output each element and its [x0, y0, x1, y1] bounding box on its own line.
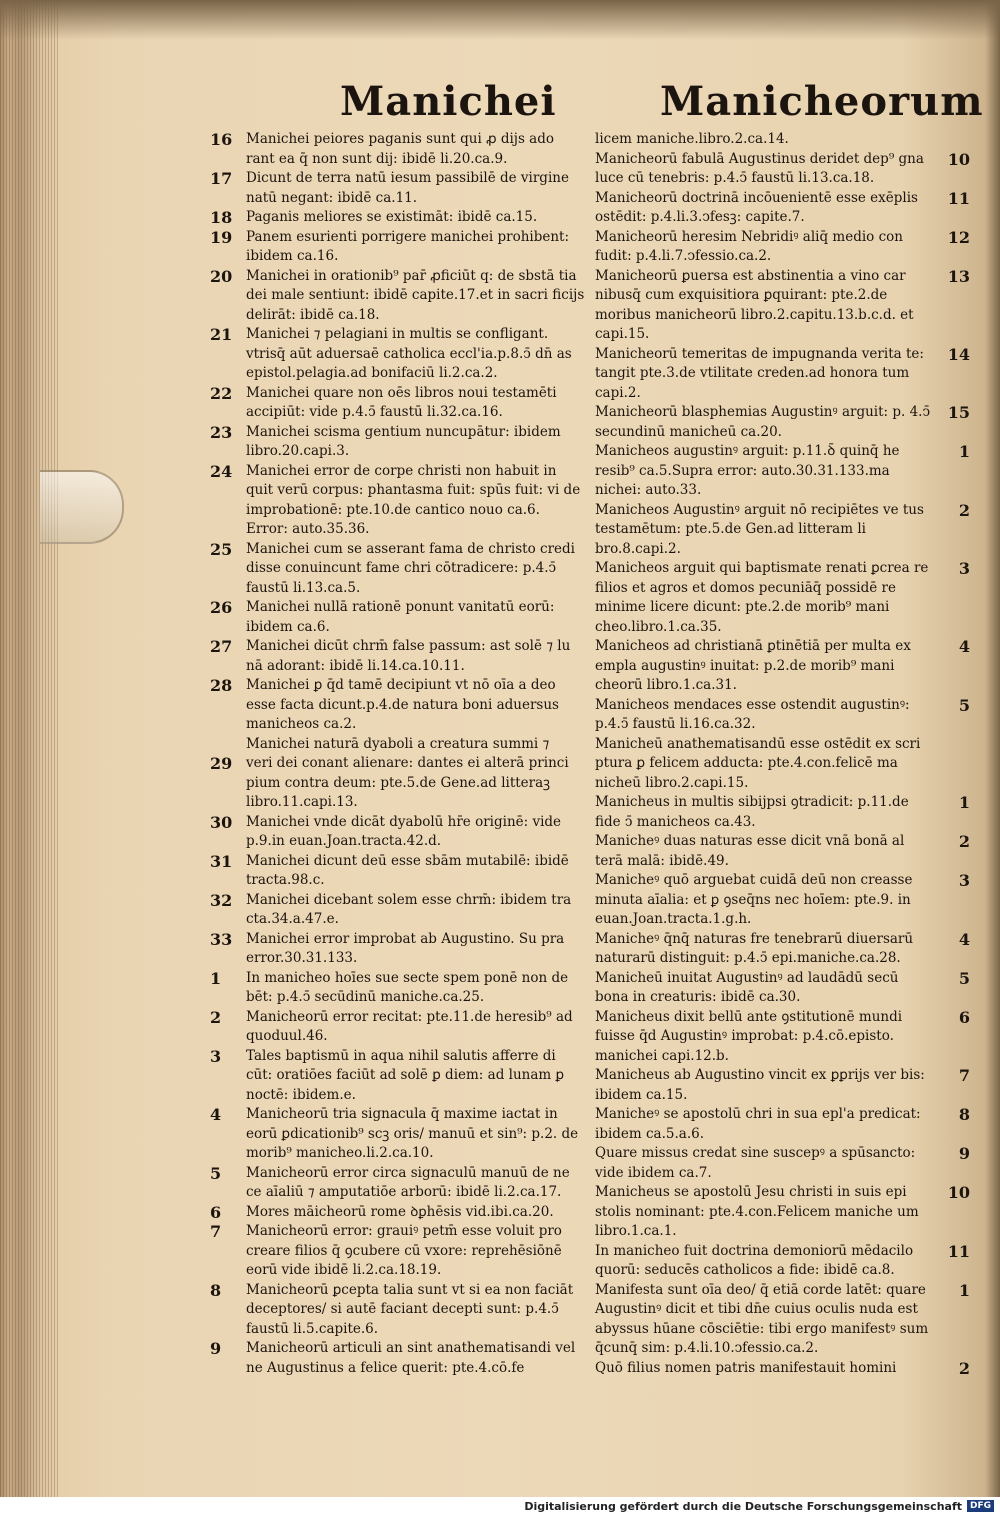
- entry-number: 1: [958, 1280, 970, 1300]
- entry-number: 31: [210, 851, 233, 871]
- entry-number: 28: [210, 676, 233, 695]
- entry-text: Manicheus in multis sibijpsi ꝯtradicit: p.11.de fide ↄ̄ manicheos ca.43.: [595, 794, 909, 830]
- entry-number: 30: [210, 812, 233, 832]
- index-entry: [595, 130, 970, 150]
- index-entry: [210, 852, 585, 891]
- index-entry: [210, 208, 585, 228]
- index-entry: [595, 793, 970, 832]
- entry-number: 6: [958, 1007, 970, 1027]
- entry-text: Panem esurienti porrigere manichei prohibent: ibidem ca.16.: [246, 228, 570, 264]
- index-entry: [595, 1144, 970, 1183]
- entry-number: 22: [210, 383, 233, 403]
- entry-number: 15: [947, 403, 970, 422]
- entry-number: 1: [210, 968, 222, 988]
- index-entry: [595, 150, 970, 189]
- entry-number: 9: [958, 1144, 970, 1163]
- index-entry: [210, 423, 585, 462]
- entry-text: Manicheus ab Augustino vincit ex ꝑꝑrijs ver bis: ibidem ca.15.: [595, 1067, 925, 1103]
- index-entry: [595, 501, 970, 560]
- entry-text: Manicheū anathematisandū esse ostēdit ex scri ptura ꝑ felicem adducta: pte.4.con.felicē ma nicheū libro.2.capi.15.: [595, 735, 921, 791]
- index-entry: [210, 130, 585, 169]
- index-entry: [595, 637, 970, 696]
- index-entry: [595, 189, 970, 228]
- entry-number: 8: [958, 1105, 970, 1124]
- entry-number: 6: [210, 1202, 222, 1222]
- index-entry: [210, 1164, 585, 1203]
- index-entry: [595, 930, 970, 969]
- index-entry: [210, 1047, 585, 1106]
- index-entry: [595, 1105, 970, 1144]
- entry-number: 1: [958, 442, 970, 461]
- entry-number: 10: [947, 149, 970, 169]
- entry-number: 32: [210, 890, 233, 910]
- entry-number: 11: [947, 188, 970, 208]
- index-entry: [210, 1008, 585, 1047]
- right-column: [595, 130, 970, 1378]
- index-entry: [595, 228, 970, 267]
- entry-text: Manicheus se apostolū Jesu christi in suis epi stolis nominant: pte.4.con.Felicem maniche um libro.1.ca.1.: [595, 1184, 919, 1239]
- index-entry: [210, 598, 585, 637]
- entry-text: licem maniche.libro.2.ca.14.: [595, 131, 789, 147]
- entry-text: Manicheorū blasphemias Augustinꝰ arguit: p. 4.ↄ̄ secundinū manicheū ca.20.: [595, 404, 931, 440]
- entry-text: Manicheꝰ q̄nq̄ naturas fre tenebrarū diuersarū naturarū distinguit: p.4.ↄ̄ epi.maniche.ca.28.: [595, 930, 914, 966]
- entry-number: 26: [210, 598, 233, 617]
- entry-number: 5: [210, 1163, 222, 1183]
- index-entry: [210, 267, 585, 326]
- index-entry: [210, 969, 585, 1008]
- entry-text: Manichei cum se asserant fama de christo credi disse conuincunt fame chri cōtradicere: p.4.ↄ̄ faustū li.13.ca.5.: [246, 540, 575, 596]
- entry-text: Manichei vnde dicāt dyabolū hr̄e originē: vide p.9.in euan.Joan.tracta.42.d.: [246, 813, 562, 849]
- index-entry: [595, 267, 970, 345]
- left-column: [210, 130, 585, 1378]
- entry-text: Manicheorū error circa signaculū manuū de ne ce aīaliū ⁊ amputatiōe arborū: ibidē li.2.ca.17.: [246, 1164, 570, 1200]
- entry-number: 14: [947, 344, 970, 364]
- entry-number: 4: [958, 637, 970, 656]
- index-entry: [210, 930, 585, 969]
- entry-text: Manicheus dixit bellū ante ꝯstitutionē mundi fuisse q̄d Augustinꝰ improbat: p.4.cō.episto. manichei capi.12.b.: [595, 1008, 903, 1064]
- index-entry: [595, 696, 970, 735]
- entry-number: 20: [210, 266, 233, 286]
- entry-number: 3: [958, 559, 970, 578]
- index-entry: [595, 832, 970, 871]
- entry-number: 25: [210, 539, 233, 559]
- entry-number: 29: [210, 754, 233, 773]
- entry-number: 18: [210, 208, 233, 227]
- entry-number: 5: [958, 695, 970, 715]
- index-entry: [210, 169, 585, 208]
- entry-text: Manicheorū ꝑcepta talia sunt vt si ea non faciāt deceptores/ si autē faciant decepti sunt: p.4.ↄ̄ faustū li.5.capite.6.: [246, 1281, 574, 1337]
- index-entry: [595, 1066, 970, 1105]
- entry-number: 3: [210, 1046, 222, 1066]
- left-header: Manichei: [340, 78, 557, 125]
- entry-number: 10: [947, 1183, 970, 1202]
- entry-text: Manicheorū heresim Nebridiꝰ aliq̄ medio con fudit: p.4.li.7.ↄfessio.ca.2.: [595, 228, 903, 264]
- entry-text: In manicheo hoīes sue secte spem ponē non de bēt: p.4.ↄ̄ secūdinū maniche.ca.25.: [246, 969, 569, 1005]
- entry-number: 1: [958, 793, 970, 812]
- index-entry: [595, 403, 970, 442]
- entry-number: 21: [210, 325, 233, 344]
- entry-text: Manichei in orationib⁹ par̄ ꝓficiūt q: de sbstā tia dei male sentiunt: ibidē capite.17.et in sacri ficijs delirāt: ibidē ca.18.: [246, 267, 585, 323]
- entry-text: Manicheorū ꝑuersa est abstinentia a vino car nibusq̄ cum exquisitiora ꝑquirant: pte.2.de moribus manicheorū libro.2.capitu.13.b.c.d. et capi.15.: [595, 267, 914, 342]
- index-entry: [595, 442, 970, 501]
- index-entry: [210, 325, 585, 384]
- index-entry: [595, 1281, 970, 1359]
- entry-number: 12: [947, 227, 970, 247]
- entry-number: 2: [210, 1007, 222, 1027]
- index-entry: [210, 1222, 585, 1281]
- entry-text: Tales baptismū in aqua nihil salutis afferre di cūt: oratiōes faciūt ad solē ꝑ diem: ad lunam ꝑ noctē: ibidem.e.: [246, 1047, 565, 1103]
- entry-number: 2: [958, 1358, 970, 1378]
- index-entry: [210, 462, 585, 540]
- entry-number: 13: [947, 266, 970, 286]
- entry-number: 33: [210, 929, 233, 949]
- entry-text: Manichei quare non oēs libros noui testamēti accipiūt: vide p.4.ↄ̄ faustū li.32.ca.16.: [246, 384, 557, 420]
- entry-text: Manichei dicebant solem esse chrm̄: ibidem tra cta.34.a.47.e.: [246, 891, 572, 927]
- entry-number: 8: [210, 1280, 222, 1300]
- entry-number: 24: [210, 461, 233, 481]
- entry-text: Manichei scisma gentium nuncupātur: ibidem libro.20.capi.3.: [246, 423, 561, 459]
- index-entry: [595, 1183, 970, 1242]
- funding-credit: Digitalisierung gefördert durch die Deutsche Forschungsgemeinschaft: [524, 1500, 962, 1513]
- entry-number: 19: [210, 227, 233, 247]
- index-entry: [210, 754, 585, 813]
- entry-text: In manicheo fuit doctrina demoniorū mēdacilo quorū: seducēs catholicos a fide: ibidē ca.8.: [595, 1242, 914, 1278]
- index-entry: [595, 969, 970, 1008]
- entry-text: Manifesta sunt oīa deo/ q̄ etiā corde latēt: quare Augustinꝰ dicit et tibi dn̄e cuius oculis nuda est abyssus hūane cōsciētie: tibi ergo manifestꝰ sum q̄cunq̄ sim: p.4.li.10.ↄfessio.ca.2.: [595, 1281, 929, 1356]
- index-entry: [210, 637, 585, 676]
- entry-text: Paganis meliores se existimāt: ibidē ca.15.: [246, 209, 538, 225]
- entry-text: Manicheꝰ quō arguebat cuidā deū non creasse minuta aīalia: et ꝑ ꝯseq̄ns nec hoīem: pte.9. in euan.Joan.tracta.1.g.h.: [595, 872, 913, 927]
- book-clip: [40, 470, 124, 544]
- entry-text: Manicheorū fabulā Augustinus deridet dep⁹ gna luce cū tenebris: p.4.ↄ̄ faustū li.13.ca.18.: [595, 150, 924, 186]
- entry-text: Manichei error improbat ab Augustino. Su pra error.30.31.133.: [246, 930, 565, 966]
- entry-text: Manicheorū doctrinā incōuenientē esse exēplis ostēdit: p.4.li.3.ↄfesꝫ: capite.7.: [595, 189, 918, 225]
- index-entry: [595, 871, 970, 930]
- entry-number: 23: [210, 422, 233, 442]
- index-entry: [210, 813, 585, 852]
- index-entry: [210, 540, 585, 599]
- entry-number: 17: [210, 169, 233, 188]
- entry-text: Manicheorū temeritas de impugnanda verita te: tangit pte.3.de vtilitate creden.ad honora tum capi.2.: [595, 345, 924, 401]
- entry-text: Dicunt de terra natū iesum passibilē de virgine natū negant: ibidē ca.11.: [246, 170, 569, 206]
- entry-number: 4: [210, 1105, 222, 1124]
- entry-text: Manicheos augustinꝰ arguit: p.11.ꝺ̄ quinq̄ he resib⁹ ca.5.Supra error: auto.30.31.133.ma nichei: auto.33.: [595, 443, 900, 498]
- index-entry: [210, 384, 585, 423]
- index-entry: [210, 891, 585, 930]
- entry-text: Manicheos arguit qui baptismate renati ꝑcrea re filios et agros et domos pecuniāq̄ possidē re minime licere dicunt: pte.2.de morib⁹ mani cheo.libro.1.ca.35.: [595, 560, 929, 635]
- index-entry: [595, 1359, 970, 1379]
- entry-text: Manichei peiores paganis sunt qui ꝓ dijs ado rant ea q̄ non sunt dij: ibidē li.20.ca.9.: [246, 131, 554, 167]
- entry-text: Quō filius nomen patris manifestauit homini: [595, 1359, 897, 1376]
- index-entry: [595, 345, 970, 404]
- entry-text: Manicheū inuitat Augustinꝰ ad laudādū secū bona in creaturis: ibidē ca.30.: [595, 969, 899, 1005]
- entry-number: 7: [210, 1222, 222, 1241]
- entry-text: Manicheꝰ duas naturas esse dicit vnā bonā al terā malā: ibidē.49.: [595, 833, 905, 869]
- entry-number: 2: [958, 832, 970, 851]
- entry-number: 9: [210, 1339, 222, 1358]
- entry-text: Manicheorū articuli an sint anathematisandi vel ne Augustinus a felice querit: pte.4.cō.fe: [246, 1340, 576, 1376]
- index-entry: [210, 1203, 585, 1223]
- entry-number: 16: [210, 130, 233, 149]
- entry-number: 4: [958, 929, 970, 949]
- entry-text: Manichei naturā dyaboli a creatura summi ⁊: [246, 735, 550, 752]
- entry-text: Manichei dicūt chrm̄ false passum: ast solē ⁊ lu nā adorant: ibidē li.14.ca.10.11.: [246, 638, 571, 674]
- entry-text: Quare missus credat sine suscepꝰ a spūsancto: vide ibidem ca.7.: [595, 1145, 916, 1181]
- index-entry: [210, 228, 585, 267]
- entry-number: 27: [210, 637, 233, 656]
- index-entry: [210, 735, 585, 755]
- entry-number: 3: [958, 871, 970, 890]
- entry-text: Manicheos mendaces esse ostendit augustinꝰ: p.4.ↄ̄ faustū li.16.ca.32.: [595, 696, 910, 732]
- entry-text: Manichei nullā rationē ponunt vanitatū eorū: ibidem ca.6.: [246, 599, 555, 635]
- entry-text: Manicheorū error recitat: pte.11.de heresib⁹ ad quoduul.46.: [246, 1008, 573, 1044]
- index-entry: [210, 1339, 585, 1378]
- entry-number: 5: [958, 968, 970, 988]
- index-entry: [595, 1242, 970, 1281]
- entry-text: Manicheorū tria signacula q̄ maxime iactat in eorū ꝑdicationib⁹ scꝫ oris/ manuū et sin⁹: p.2. de morib⁹ manicheo.li.2.ca.10.: [246, 1106, 579, 1161]
- index-entry: [210, 676, 585, 735]
- entry-text: Manicheos ad christianā ꝑtinētiā per multa ex empla augustinꝰ inuitat: p.2.de morib⁹ mani cheorū libro.1.ca.31.: [595, 638, 911, 693]
- index-entry: [595, 735, 970, 794]
- entry-text: Mores māicheorū rome ꝺꝑhēsis vid.ibi.ca.20.: [246, 1203, 554, 1220]
- dfg-logo: DFG: [967, 1500, 994, 1512]
- entry-text: Manicheos Augustinꝰ arguit nō recipiētes ve tus testamētum: pte.5.de Gen.ad litteram li bro.8.capi.2.: [595, 501, 924, 557]
- index-entry: [595, 1008, 970, 1067]
- entry-text: Manichei dicunt deū esse sbām mutabilē: ibidē tracta.98.c.: [246, 852, 569, 888]
- index-entry: [595, 559, 970, 637]
- entry-number: 11: [947, 1241, 970, 1261]
- entry-text: veri dei conant alienare: dantes ei alterā princi pium contra deum: pte.5.de Gene.ad litteraꝫ libro.11.capi.13.: [246, 755, 569, 810]
- entry-text: Manicheorū error: grauiꝰ petm̄ esse voluit pro creare filios q̄ ꝯcubere cū vxore: reprehēsiōnē eorū vide ibidē li.2.ca.18.19.: [246, 1223, 562, 1278]
- index-entry: [210, 1105, 585, 1164]
- right-header: Manicheorum: [660, 78, 984, 125]
- footer-bar: [0, 1497, 1000, 1517]
- entry-text: Manicheꝰ se apostolū chri in sua epl'a predicat: ibidem ca.5.a.6.: [595, 1106, 921, 1142]
- entry-number: 7: [958, 1066, 970, 1085]
- entry-text: Manichei error de corpe christi non habuit in quit verū corpus: phantasma fuit: spūs fuit: vi de improbationē: pte.10.de cantico nouo ca.6. Error: auto.35.36.: [246, 462, 581, 537]
- entry-text: Manichei ⁊ pelagiani in multis se confligant. vtrisq̄ aūt aduersaē catholica eccl'ia.p.8.ↄ̄ dn̄ as epistol.pelagia.ad bonifaciū li.2.ca.2.: [246, 326, 572, 381]
- index-entry: [210, 1281, 585, 1340]
- entry-number: 2: [958, 500, 970, 520]
- entry-text: Manichei ꝑ q̄d tamē decipiunt vt nō oīa a deo esse facta dicunt.p.4.de natura boni aduersus manicheos ca.2.: [246, 677, 559, 732]
